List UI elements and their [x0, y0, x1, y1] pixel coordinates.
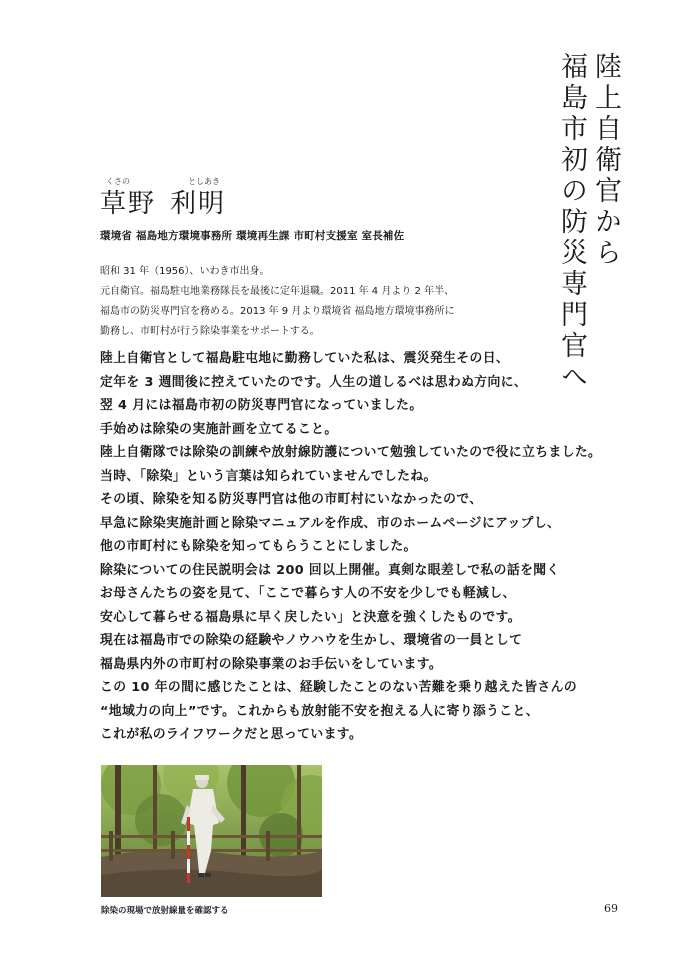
- title-line-1: 陸上自衛官から: [590, 52, 621, 269]
- body-line: お母さんたちの姿を見て、「ここで暮らす人の不安を少しでも軽減し、: [100, 586, 516, 601]
- body-line: 福島県内外の市町村の除染事業のお手伝いをしています。: [100, 656, 443, 672]
- body-line: 早急に除染実施計画と除染マニュアルを作成、市のホームページにアップし、: [100, 515, 561, 531]
- profile-line: 元自衛官。福島駐屯地業務隊長を最後に定年退職。2011 年 4 月より 2 年半、: [100, 286, 455, 297]
- profile-line: 昭和 31 年（1956）、いわき市出身。: [100, 266, 270, 277]
- body-line: これが私のライフワークだと思っています。: [100, 727, 363, 742]
- body-line: 陸上自衛隊では除染の訓練や放射線防護について勉強していたので役に立ちました。: [100, 445, 602, 460]
- body-line: 陸上自衛官として福島駐屯地に勤務していた私は、震災発生その日、: [100, 351, 510, 366]
- name-ruby: [100, 176, 226, 188]
- body-line: 手始めは除染の実施計画を立てること。: [100, 421, 338, 437]
- photo-illustration: [101, 765, 322, 897]
- name-block: [100, 176, 226, 220]
- body-line: 定年を 3 週間後に控えていたのです。人生の道しるべは思わぬ方向に、: [100, 374, 528, 390]
- body-line: 他の市町村にも除染を知ってもらうことにしました。: [100, 539, 417, 554]
- ruby-surname: くさの: [106, 177, 130, 186]
- profile: [100, 262, 570, 342]
- person-position: 環境省 福島地方環境事務所 環境再生課 市町村支援室 室長補佐: [100, 230, 405, 242]
- profile-line: 勤務し、市町村が行う除染事業をサポートする。: [100, 326, 320, 337]
- photo-caption: 除染の現場で放射線量を確認する: [101, 906, 229, 916]
- body-line: その頃、除染を知る防災専門官は他の市町村にいなかったので、: [100, 492, 483, 507]
- body-line: 現在は福島市での除染の経験やノウハウを生かし、環境省の一員として: [100, 633, 523, 648]
- body-line: 除染についての住民説明会は 200 回以上開催。真剣な眼差しで私の話を聞く: [100, 562, 560, 578]
- body-line: 翌 4 月には福島市初の防災専門官になっていました。: [100, 398, 423, 413]
- body-line: この 10 年の間に感じたことは、経験したことのない苦難を乗り越えた皆さんの: [100, 680, 578, 695]
- page-number: 69: [604, 902, 618, 915]
- surname: 草野: [100, 189, 157, 219]
- field-photo: [101, 765, 322, 897]
- ruby-given-name: としあき: [188, 177, 220, 186]
- given-name: 利明: [170, 189, 227, 219]
- body-line: 安心して暮らせる福島県に早く戻したい」と決意を強くしたものです。: [100, 609, 521, 625]
- body-text: [100, 347, 620, 747]
- profile-line: 福島市の防災専門官を務める。2013 年 9 月より環境省 福島地方環境事務所に: [100, 306, 455, 317]
- title-line-2: 福島市初の防災専門官へ: [556, 52, 587, 393]
- person-name: [100, 188, 226, 220]
- body-line: 当時、「除染」という言葉は知られていませんでしたね。: [100, 468, 437, 484]
- body-line: “地域力の向上”です。これからも放射能不安を抱える人に寄り添うこと、: [100, 703, 539, 719]
